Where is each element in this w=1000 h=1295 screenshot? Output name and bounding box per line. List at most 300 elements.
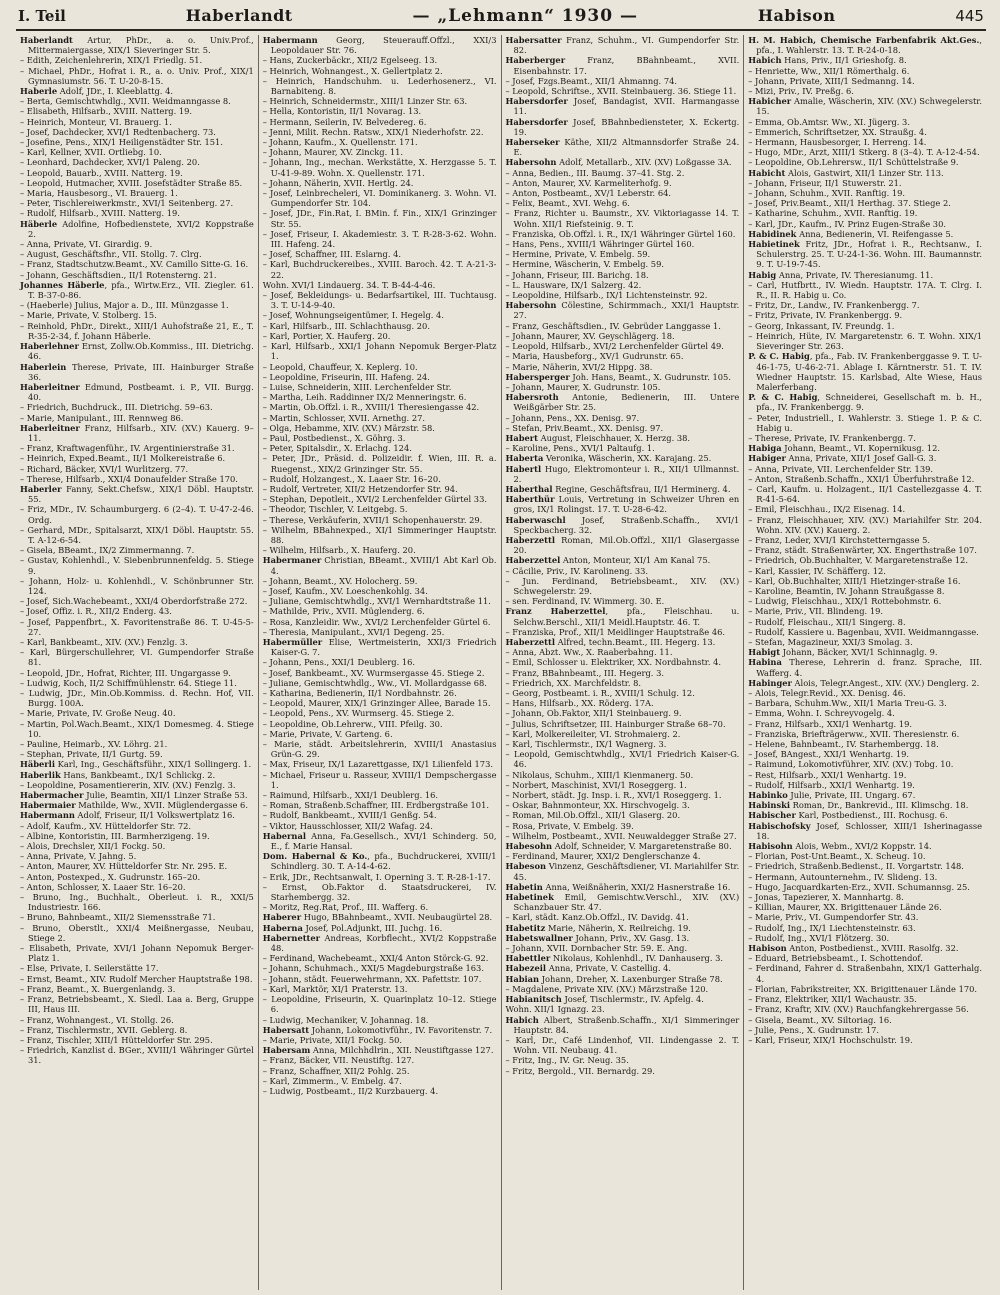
directory-entry (506, 535, 740, 555)
directory-entry (748, 310, 982, 320)
entry-text: – Franz, Hilfsarb., XXI/1 Wenhartg. 19. (748, 718, 912, 729)
entry-surname: Habeson (505, 861, 547, 872)
directory-entry (263, 963, 497, 973)
entry-surname: P. & C. Habig (748, 392, 818, 403)
entry-text: Emil, Gemischtw.Verschl., XIV. (XV.) Schanzbauer Str. 47. (513, 892, 740, 913)
entry-text: – Theodor, Tischler, V. Leitgebg. 5. (262, 504, 408, 515)
entry-text: Hugo, BBahnbeamt., XVII. Neubaugürtel 28. (301, 912, 493, 923)
entry-surname: Habich (748, 55, 782, 66)
directory-entry (506, 259, 740, 269)
entry-text: – Magdalene, Private XIV. (XV.) Märzstraße 120. (505, 983, 709, 994)
entry-text: Anna, Bedienerin, VI. Reifengasse 5. (796, 228, 954, 239)
entry-text: – Peter, Tischlereiwerkmstr., XVI/1 Seitenberg. 27. (20, 198, 234, 209)
entry-surname: Habietinek (748, 239, 800, 250)
entry-text: – Marie, Priv., VI. Gumpendorfer Str. 43. (748, 912, 919, 923)
entry-surname: Haberlandt (20, 35, 73, 45)
entry-text: – Leopoldine, Ob.Lehrerw., VIII. Pfeilg. 30. (262, 718, 443, 729)
entry-text: – Karl, JDr., Kaufm., IV. Prinz Eugen-Straße 30. (748, 218, 946, 229)
entry-text: Wohn. XII/1 Ignazg. 23. (505, 1004, 605, 1015)
entry-text: – Mizi, Priv., IV. Preßg. 6. (748, 86, 854, 97)
directory-entry (20, 759, 254, 769)
directory-entry (506, 698, 740, 708)
directory-entry (506, 331, 740, 341)
directory-entry (263, 525, 497, 545)
entry-text: – Johann, Schuhmach., XXI/5 Magdeburgstraße 163. (262, 963, 484, 974)
directory-entry (506, 208, 740, 228)
entry-text: Josef, Pol.Adjunkt, III. Juchg. 16. (302, 922, 443, 933)
directory-entry (263, 555, 497, 575)
entry-text: – Anton, Maurer, XV. Hütteldorfer Str. Nr. 295. E. (20, 861, 228, 872)
entry-surname: Habian (505, 973, 540, 984)
directory-entry (20, 249, 254, 259)
directory-entry (263, 902, 497, 912)
directory-entry (20, 117, 254, 127)
entry-text: – Jun. Ferdinand, Betriebsbeamt., XIV. (XV.) Schwegelerstr. 29. (505, 575, 740, 596)
directory-entry (263, 96, 497, 106)
entry-text: – Paul, Postbedienst., X. Göhrg. 3. (262, 432, 406, 443)
entry-text: – Karl, Ob.Buchhalter, XIII/1 Hietzinger-straße 16. (748, 575, 961, 586)
directory-entry (263, 280, 497, 290)
entry-text: – Leopoldine, Ob.Lehrersw., II/1 Schüttelstraße 9. (748, 157, 959, 168)
directory-entry (20, 708, 254, 718)
directory-entry (506, 708, 740, 718)
entry-text: – Erik, JDr., Rechtsanwalt, I. Operning 3. T. R-28-1-17. (262, 871, 491, 882)
entry-text: – Raimund, Hilfsarb., XXI/1 Deublerg. 16. (262, 790, 439, 801)
entry-text: – Stephan, Depotleit., XVI/2 Lerchenfelder Gürtel 33. (262, 494, 487, 505)
entry-surname: Haberthal (505, 483, 553, 494)
directory-entry (748, 239, 982, 270)
directory-entry (263, 1025, 497, 1035)
entry-text: – Georg, Inkassant, IV. Freundg. 1. (748, 320, 895, 331)
entry-text: – Gerhard, MDr., Spitalsarzt, XIX/1 Döbl. Hauptstr. 55. T. A-12-6-54. (20, 524, 254, 545)
entry-text: – Leopold, Schriftse., XVII. Steinbauerg. 36. Stiege 11. (505, 86, 737, 97)
entry-text: – Leopold, JDr., Hofrat, Richter, III. Ungargasse 9. (20, 667, 231, 678)
directory-entry (20, 994, 254, 1014)
entry-text: , pfa., I. Wahlerstr. 13. T. R-24-0-18. (756, 35, 982, 56)
entry-surname: Haberwaschl (505, 514, 566, 525)
entry-surname: Habermacher (20, 790, 84, 801)
entry-text: – Franz, Kraftwagenführ., IV. Argentinierstraße 31. (20, 443, 235, 454)
directory-entry (506, 984, 740, 994)
entry-text: – Albine, Kontoristin, III. Barmherzigeng. 19. (20, 830, 210, 841)
directory-entry (263, 443, 497, 453)
entry-text: – Michael, PhDr., Hofrat i. R., a. o. Univ. Prof., XIX/1 Gymnasiumstr. 56. T. U-20-8-15. (20, 65, 254, 86)
entry-text: Alois, Gastwirt, XII/1 Linzer Str. 113. (785, 167, 944, 178)
directory-entry (506, 157, 740, 167)
entry-surname: Habermann (20, 810, 75, 821)
entry-text: – Rudolf, Fleischau., XII/1 Singerg. 8. (748, 616, 906, 627)
directory-entry (263, 147, 497, 157)
entry-text: – Julius, Schriftsetzer, III. Hainburger Straße 68–70. (505, 718, 726, 729)
directory-entry (263, 76, 497, 96)
directory-entry (20, 882, 254, 892)
directory-entry (263, 688, 497, 698)
directory-entry (263, 178, 497, 188)
directory-entry (263, 770, 497, 790)
directory-entry (748, 413, 982, 433)
directory-entry (263, 1076, 497, 1086)
directory-entry (263, 1045, 497, 1055)
directory-entry (20, 831, 254, 841)
entry-text: – Martha, Leih. Raddinner IX/2 Menneringstr. 6. (262, 392, 467, 403)
directory-entry (506, 290, 740, 300)
directory-entry (506, 321, 740, 331)
directory-entry (506, 351, 740, 361)
entry-text: Julie, Beamtin, XII/1 Linzer Straße 53. (83, 790, 248, 801)
entry-text: – Fritz, Bergold., VII. Bernardg. 29. (505, 1065, 655, 1076)
directory-entry (506, 423, 740, 433)
directory-entry (506, 1004, 740, 1014)
directory-entry (748, 453, 982, 463)
directory-entry (748, 596, 982, 606)
directory-entry (263, 831, 497, 851)
directory-entry (748, 1035, 982, 1045)
directory-entry (20, 270, 254, 280)
directory-entry (748, 545, 982, 555)
directory-entry (20, 780, 254, 790)
entry-text: Hans, Priv., II/1 Grieshofg. 8. (781, 55, 907, 66)
entry-text: Anton, Postbedienst., XVIII. Rasolfg. 32. (786, 943, 959, 954)
directory-entry (748, 392, 982, 412)
directory-entry (506, 912, 740, 922)
directory-entry (263, 382, 497, 392)
entry-text: Veronika, Wäscherin, XX. Karajang. 25. (543, 453, 712, 464)
entry-text: Edmund, Postbeamt. i. P., VII. Burgg. 40. (28, 381, 254, 403)
directory-entry (20, 790, 254, 800)
directory-entry (263, 994, 497, 1014)
directory-entry (506, 341, 740, 351)
directory-entry (506, 729, 740, 739)
entry-text: – Franziska, Ob.Offzl. i. R., IX/1 Währinger Gürtel 160. (505, 228, 736, 239)
entry-text: – Franz, Betriebsbeamt., X. Siedl. Laa a. Berg, Gruppe III, Haus III. (20, 994, 254, 1015)
entry-text: – Karl, Tischlermstr., IX/1 Wagnerg. 3. (505, 739, 667, 750)
entry-text: – Franz, Stadtschutzw.Beamt., XV. Camillo Sitte-G. 16. (20, 259, 249, 270)
entry-surname: Habersdorfer (505, 116, 568, 127)
directory-entry (506, 688, 740, 698)
directory-entry (748, 198, 982, 208)
directory-entry (748, 351, 982, 392)
entry-text: – Franz, Wohnangest., VI. Stollg. 26. (20, 1014, 174, 1025)
directory-entry (748, 984, 982, 994)
entry-text: – Johann, Kaufm., X. Quellenstr. 171. (262, 137, 418, 148)
directory-entry (263, 637, 497, 657)
entry-text: – Johann, Näherin, XVII. Hertlg. 24. (262, 177, 414, 188)
entry-surname: Habermaier (20, 800, 76, 811)
directory-entry (20, 106, 254, 116)
entry-text: – Franz, Elektriker, XII/1 Wachaustr. 35. (748, 994, 917, 1005)
entry-text: – Karl, Bürgerschullehrer, VI. Gumpendorfer Straße 81. (20, 647, 254, 668)
directory-entry (20, 984, 254, 994)
entry-text: Adolf, Metallarb., XIV. (XV) Loßgasse 3A. (556, 157, 732, 168)
entry-text: – Wilhelm, Postbeamt., XVII. Neuwaldegger Straße 27. (505, 830, 737, 841)
entry-text: – Marie, Manipulant., III. Rennweg 86. (20, 412, 184, 423)
entry-text: Anna, Private, XII/1 Josef Gall-G. 3. (785, 453, 937, 464)
entry-text: – Franz, Geschäftsdien., IV. Gebrüder Langgasse 1. (505, 320, 721, 331)
entry-surname: Habettler (505, 953, 551, 964)
entry-text: Therese, Private, III. Hainburger Straße 36. (28, 361, 254, 382)
directory-entry (748, 484, 982, 504)
directory-entry (263, 576, 497, 586)
entry-text: – Johann, Private, XIII/1 Sedmanng. 14. (748, 75, 915, 86)
entry-text: Karl, Ing., Geschäftsführ., XIX/1 Sollingerg. 1. (54, 759, 252, 770)
entry-text: – Emmerich, Schriftsetzer, XX. Straußg. 4. (748, 126, 927, 137)
entry-text: – Anton, Postexped., X. Gudrunstr. 165–20. (20, 871, 201, 882)
directory-entry (506, 994, 740, 1004)
entry-text: – Rudolf, Kassiere u. Bagenbau, XVII. Weidmanngasse. (748, 626, 979, 637)
entry-text: – Fritz, Dr., Landw., IV. Frankenbergg. 7. (748, 300, 920, 311)
entry-text: – Alois, Telegr.Revid., XX. Denisg. 46. (748, 688, 906, 698)
entry-text: – Leopold, Chauffeur, X. Keplerg. 10. (262, 361, 418, 372)
entry-text: – Rest, Hilfsarb., XXI/1 Wenhartg. 19. (748, 769, 907, 780)
entry-text: – Helene, Bahnbeamt., IV. Starhembergg. 18. (748, 739, 939, 750)
directory-entry (506, 117, 740, 137)
entry-text: – Karl, Portier, X. Hauferg. 20. (262, 330, 391, 341)
directory-entry (20, 35, 254, 55)
directory-entry (506, 647, 740, 657)
entry-text: – Leonhard, Dachdecker, XVI/1 Paleng. 20. (20, 157, 200, 168)
entry-text: – Martin, Pol.Wach.Beamt., XIX/1 Domesmeg. 4. Stiege 10. (20, 718, 254, 739)
entry-text: – Katharina, Bedienerin, II/1 Nordbahnstr. 26. (262, 688, 457, 698)
directory-entry (748, 137, 982, 147)
directory-entry (748, 1004, 982, 1014)
entry-text: – Leopoldine, Friseurin, X. Quarinplatz 10–12. Stiege 6. (262, 994, 497, 1015)
entry-text: – Emil, Fleischhau., IX/2 Eisenag. 14. (748, 504, 906, 515)
directory-entry (748, 872, 982, 882)
directory-entry (748, 586, 982, 596)
directory-entry (748, 515, 982, 535)
entry-text: Louis, Vertretung in Schweizer Uhren en gros, IX/1 Rolingst. 17. T. U-28-6-42. (513, 494, 740, 515)
directory-entry (748, 1015, 982, 1025)
directory-entry (506, 923, 740, 933)
directory-entry (506, 576, 740, 596)
entry-text: Therese, Lehrerin d. franz. Sprache, III. Wafferg. 4. (756, 657, 982, 678)
entry-text: Josef, Tischlermstr., IV. Apfelg. 4. (561, 994, 704, 1005)
entry-text: – Josef, Friseur, I. Akademiestr. 3. T. R-28-3-62. Wohn. III. Hafeng. 24. (262, 228, 497, 250)
directory-entry (263, 392, 497, 402)
entry-text: – Anton, Schlosser, X. Laaer Str. 16–20. (20, 881, 186, 892)
directory-entry (20, 259, 254, 269)
directory-entry (748, 127, 982, 137)
entry-text: – Ernst, Beamt., XIV. Rudolf Mercher Hauptstraße 198. (20, 973, 253, 984)
entry-text: – Nikolaus, Schuhm., XIII/1 Kienmanerg. 50. (505, 769, 694, 780)
entry-text: – Anna, Abzt. Ww., X. Raaberbahng. 11. (505, 647, 673, 658)
entry-text: – (Haeberle) Julius, Major a. D., III. Münzgasse 1. (20, 300, 229, 311)
directory-entry (506, 770, 740, 780)
directory-entry (506, 229, 740, 239)
directory-entry (20, 208, 254, 218)
entry-text: Amalie, Wäscherin, XIV. (XV.) Schwegelerstr. 15. (756, 96, 982, 117)
entry-surname: Habicht (748, 167, 786, 178)
entry-surname: Haberlik (20, 769, 61, 780)
header-first-entry: Haberlandt (185, 6, 293, 25)
directory-entry (20, 127, 254, 137)
directory-entry (748, 790, 982, 800)
directory-entry (20, 280, 254, 300)
directory-entry (506, 270, 740, 280)
directory-entry (506, 280, 740, 290)
directory-entry (506, 851, 740, 861)
entry-surname: Habiga (748, 443, 782, 454)
entry-surname: Habetin (505, 881, 543, 892)
entry-surname: Haberleitner (20, 422, 80, 433)
directory-entry (748, 861, 982, 871)
entry-surname: Habermaner (262, 555, 322, 566)
entry-text: – Franz, Fleischhauer, XIV. (XV.) Mariahilfer Str. 204. Wohn. XIV. (XV.) Kauerg. 2. (748, 514, 982, 535)
directory-entry (748, 719, 982, 729)
directory-entry (748, 647, 982, 657)
entry-text: – Rudolf, Hilfsarb., XVIII. Natterg. 19. (20, 208, 180, 219)
entry-text: – August, Geschäftsfhr., VII. Stollg. 7. Clrg. (20, 249, 202, 260)
directory-entry (20, 892, 254, 912)
directory-entry (748, 504, 982, 514)
directory-entry (748, 474, 982, 484)
entry-text: – Else, Private, I. Seilerstätte 17. (20, 963, 159, 974)
entry-text: – Peter, Industriell., I. Wahlerstr. 3. Stiege 1. P. & C. Habig u. (748, 412, 982, 433)
entry-text: Josef, Bandagist, XVII. Harmangasse 11. (513, 96, 740, 117)
entry-text: – Julie, Pens., X. Gudrunstr. 17. (748, 1024, 880, 1035)
entry-text: – Henriette, Ww., XII/1 Römerthalg. 6. (748, 65, 910, 76)
directory-entry (263, 423, 497, 433)
entry-text: Anna, Private, IV. Theresianumg. 11. (776, 269, 934, 280)
directory-entry (748, 933, 982, 943)
entry-text: – Ludwig, Postbeamt., II/2 Kurzbauerg. 4. (262, 1085, 439, 1096)
entry-surname: P. & C. Habig (748, 351, 810, 362)
directory-entry (20, 606, 254, 616)
directory-entry (263, 1066, 497, 1076)
entry-surname: Habersatter (505, 35, 562, 45)
entry-text: – Martin, Schlosser, XVII. Arnethg. 27. (262, 412, 426, 423)
directory-entry (506, 168, 740, 178)
directory-entry (20, 453, 254, 463)
directory-entry (506, 137, 740, 157)
directory-entry (748, 657, 982, 677)
entry-text: – Elisabeth, Private, XVI/1 Johann Nepomuk Berger-Platz 1. (20, 943, 254, 964)
directory-entry (506, 861, 740, 881)
directory-entry (506, 566, 740, 576)
entry-text: – Franz, Beamt., X. Buergenlandg. 3. (20, 983, 176, 994)
entry-text: – Leopold, Hutmacher, XVIII. Josefstädter Straße 85. (20, 177, 243, 188)
entry-text: Karl, Postbedienst., III. Rochusg. 6. (795, 810, 948, 821)
entry-text: – Josef, JDr., Fin.Rat, I. BMin. f. Fin., XIX/1 Grinzinger Str. 55. (262, 208, 497, 229)
entry-text: – Heinrich, Hüte, IV. Margaretenstr. 6. T. Wohn. XIX/1 Sieveringer Str. 263. (748, 330, 982, 352)
directory-entry (20, 637, 254, 647)
entry-text: – Ludwig, Fleischhau., XIX/1 Rottebohmstr. 6. (748, 596, 942, 607)
entry-text: – Edith, Zeichenlehrerin, XIX/1 Friedlg. 51. (20, 55, 203, 66)
directory-entry (20, 464, 254, 474)
directory-entry (748, 188, 982, 198)
entry-surname: Haberlehner (20, 341, 79, 352)
entry-surname: Habison (748, 943, 787, 954)
entry-text: – Barbara, Schuhm.Ww., XII/1 Maria Treu-G. 3. (748, 698, 947, 709)
entry-surname: Habischer (748, 810, 796, 821)
entry-text: – Johann, Ing., mechan. Werkstätte, X. Herzgasse 5. T. U-41-9-89. Wohn. X. Quellenstr. 171. (262, 157, 497, 178)
entry-text: – Leopold, Maurer, XIX/1 Grinzinger Allee, Barade 15. (262, 698, 491, 709)
entry-text: – Marie, Private, IV. Große Neug. 40. (20, 708, 176, 719)
entry-text: – Josefine, Pens., XIX/1 Heiligenstädter Str. 151. (20, 137, 223, 148)
entry-text: – Karl, Molkereileiter, VI. Strohmaierg. 2. (505, 728, 681, 739)
entry-text: – Roman, Straßenb.Schaffner, III. Erdbergstraße 101. (262, 800, 489, 811)
entry-surname: Haberseker (505, 137, 560, 148)
entry-text: – Josef, Wohnungseigentümer, I. Hegelg. 4. (262, 310, 444, 321)
entry-text: – Rudolf, Hilfsarb., XXI/1 Wenhartg. 19. (748, 779, 915, 790)
entry-text: – Moritz, Reg.Rat, Prof., III. Wafferg. 6. (262, 902, 429, 913)
directory-entry (20, 555, 254, 575)
directory-entry (263, 821, 497, 831)
header-last-entry: Habison (757, 6, 836, 25)
entry-text: – Therese, Verkäuferin, XVII/1 Schopenhauerstr. 29. (262, 514, 483, 525)
entry-text: Christian, BBeamt., XVIII/1 Abt Karl Ob. 4. (270, 555, 497, 576)
directory-entry (20, 423, 254, 443)
entry-text: – Fritz, Private, IV. Frankenbergg. 9. (748, 310, 903, 321)
entry-text: – Karl, Kassier, IV. Schäfferg. 12. (748, 565, 886, 576)
directory-entry (20, 719, 254, 739)
directory-entry (20, 912, 254, 922)
directory-entry (506, 453, 740, 463)
directory-entry (20, 55, 254, 65)
entry-text: – Ludwig, JDr., Min.Ob.Kommiss. d. Rechn. Hof, VII. Burgg. 100A. (20, 688, 254, 709)
directory-entry (263, 678, 497, 688)
directory-entry (748, 208, 982, 218)
entry-text: – Hermann, Autounternehm., IV. Slideng. 13. (748, 871, 938, 882)
entry-surname: Haberzettl (505, 534, 555, 545)
directory-entry (506, 780, 740, 790)
entry-text: – Johann, XVII. Dornbacher Str. 59. E. Ang. (505, 943, 688, 954)
entry-text: – Franz, Leder, XVI/1 Kirchstetterngasse 5. (748, 534, 930, 545)
entry-text: – Martin, Ob.Offzl. i. R., XVIII/1 Theresiengasse 42. (262, 402, 480, 413)
entry-text: Artur, PhDr., a. o. Univ.Prof., Mittermaiergasse, XIX/1 Sieveringer Str. 5. (28, 35, 254, 56)
entry-text: – Emma, Wohn. I. Schreyvogelg. 4. (748, 708, 895, 719)
directory-entry (263, 984, 497, 994)
entry-surname: Habesohn (505, 841, 553, 852)
directory-entry (20, 300, 254, 310)
entry-text: – Franz, BBahnbeamt., III. Hegerg. 3. (505, 667, 664, 678)
directory-entry (20, 504, 254, 524)
directory-entry (20, 341, 254, 361)
entry-text: – Ludwig, Mechaniker, V. Johannag. 18. (262, 1014, 429, 1025)
directory-entry (506, 810, 740, 820)
entry-text: – Leopold, Pens., XV. Wurmserg. 45. Stiege 2. (262, 708, 455, 719)
entry-surname: Habidinek (748, 228, 797, 239)
entry-text: – Friedrich, XX. Marchfeldstr. 8. (505, 677, 642, 688)
directory-entry (263, 1015, 497, 1025)
entry-surname: Johannes Häberle (20, 279, 105, 290)
directory-entry (20, 596, 254, 606)
entry-text: Käthe, XII/2 Altmannsdorfer Straße 24. E. (513, 137, 740, 158)
entry-text: Anna, Milchhdlrin., XII. Neustiftgasse 127. (310, 1045, 494, 1056)
directory-entry (20, 198, 254, 208)
directory-entry (748, 86, 982, 96)
directory-entry (506, 963, 740, 973)
directory-entry (506, 443, 740, 453)
directory-entry (506, 943, 740, 953)
directory-entry (506, 433, 740, 443)
directory-entry (748, 321, 982, 331)
directory-entry (20, 617, 254, 637)
entry-text: – Johann, Beamt., XV. Holocherg. 59. (262, 575, 418, 586)
directory-entry (748, 882, 982, 892)
directory-entry (748, 963, 982, 983)
entry-text: – Leopold, Bauarb., XVIII. Natterg. 19. (20, 167, 183, 178)
directory-entry (20, 525, 254, 545)
directory-entry (748, 912, 982, 922)
directory-entry (748, 157, 982, 167)
directory-entry (263, 127, 497, 137)
entry-surname: Habig (748, 269, 777, 280)
directory-entry (506, 1015, 740, 1035)
entry-text: – Eduard, Betriebsbeamt., I. Schottendof. (748, 953, 923, 964)
directory-entry (263, 810, 497, 820)
directory-entry (20, 1035, 254, 1045)
